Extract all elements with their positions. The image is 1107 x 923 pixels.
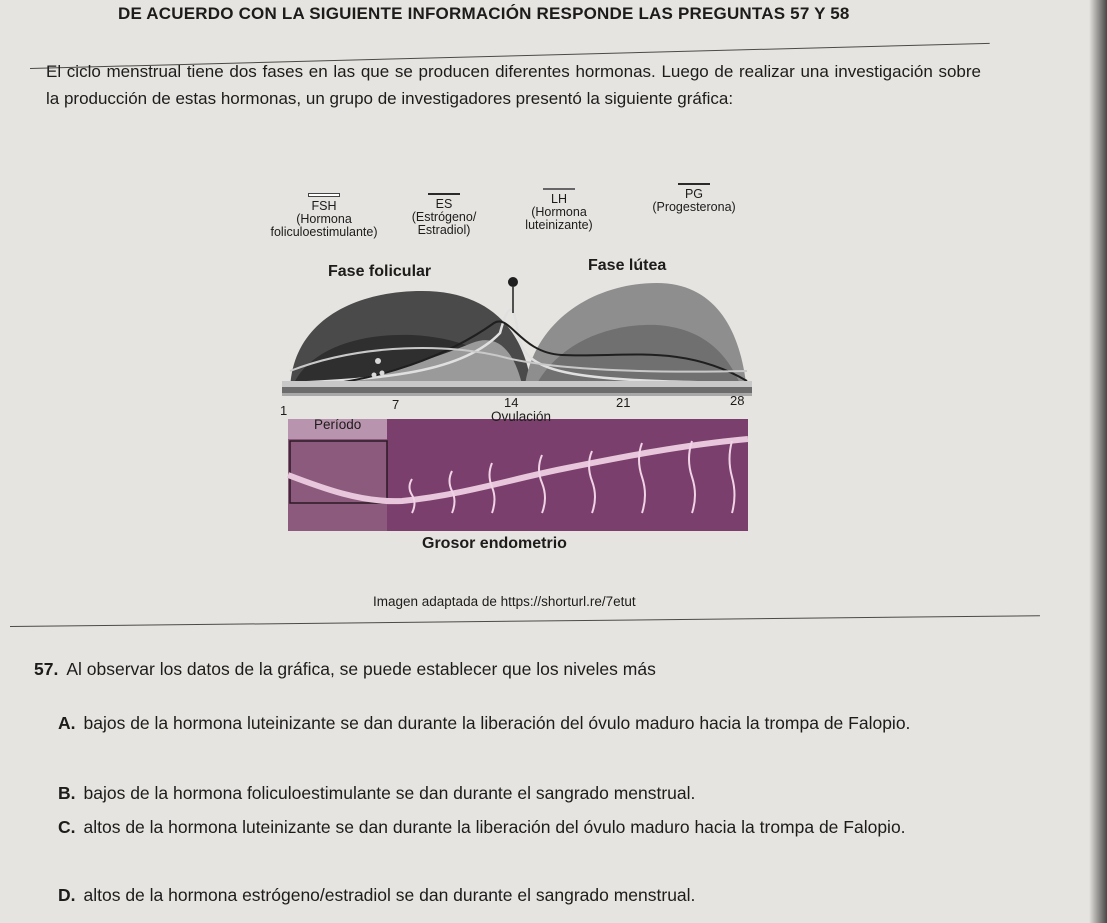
phase-follicular-label: Fase folicular (328, 263, 432, 280)
image-source: Imagen adaptada de https://shorturl.re/7etut (373, 594, 636, 609)
question-number: 57. (34, 659, 59, 679)
endometrium-caption: Grosor endometrio (422, 535, 567, 552)
day-label: 21 (616, 395, 631, 410)
day-label: 1 (280, 403, 288, 418)
section-heading: DE ACUERDO CON LA SIGUIENTE INFORMACIÓN RESPONDE LAS PREGUNTAS 57 Y 58 (118, 4, 850, 23)
option-text: bajos de la hormona luteinizante se dan durante la liberación del óvulo maduro hacia la trompa de Falopio. (83, 713, 911, 733)
intro-paragraph: El ciclo menstrual tiene dos fases en las que se producen diferentes hormonas. Luego de realizar una investigación sobre la producción de estas hormonas, un grupo de investigadores presentó la siguiente gráfica: (46, 62, 981, 108)
option-text: altos de la hormona estrógeno/estradiol se dan durante el sangrado menstrual. (83, 885, 696, 905)
option-d[interactable] (58, 878, 1058, 912)
legend-pg: PG (Progesterona) (634, 183, 754, 214)
follicle-dot (375, 358, 381, 364)
option-b[interactable] (58, 776, 1058, 810)
hormone-graph (262, 183, 782, 563)
legend-es: ES (Estrógeno/ Estradiol) (394, 193, 494, 237)
follicle-dot (380, 371, 385, 376)
day-label: 7 (392, 397, 400, 412)
option-c[interactable] (58, 810, 1058, 844)
menstrual-cycle-figure (262, 183, 782, 563)
option-text: altos de la hormona luteinizante se dan durante la liberación del óvulo maduro hacia la trompa de Falopio. (83, 817, 906, 837)
day-label: 28 (730, 393, 745, 408)
source-rule (10, 615, 1040, 627)
option-letter: B. (58, 783, 76, 803)
ovum-dot (508, 277, 518, 287)
ovulation-label: Ovulación (491, 409, 552, 424)
day-label: 14 (504, 395, 519, 410)
option-letter: A. (58, 713, 76, 733)
option-text: bajos de la hormona foliculoestimulante se dan durante el sangrado menstrual. (83, 783, 696, 803)
period-label: Período (314, 417, 362, 432)
option-a[interactable] (58, 706, 1058, 740)
option-letter: C. (58, 817, 76, 837)
legend-fsh: FSH (Hormona foliculoestimulante) (264, 193, 384, 239)
page-edge-shadow (1089, 0, 1107, 923)
legend-lh: LH (Hormona luteinizante) (514, 188, 604, 232)
question-57 (34, 659, 1064, 680)
question-text: Al observar los datos de la gráfica, se puede establecer que los niveles más (66, 659, 656, 679)
follicle-dot (372, 373, 377, 378)
endometrium-dark (387, 419, 748, 531)
option-letter: D. (58, 885, 76, 905)
phase-luteal-label: Fase lútea (588, 257, 667, 274)
